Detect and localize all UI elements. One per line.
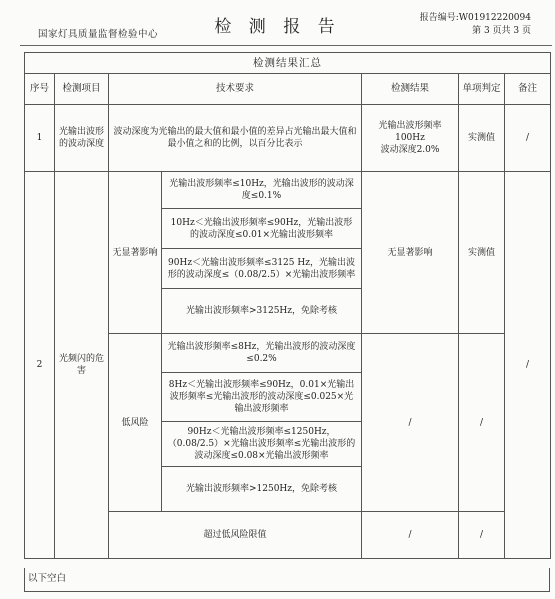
- row2-item: 光频闪的危害: [55, 172, 109, 559]
- group2-requirement-1: 光输出波形频率≤8Hz，光输出波形的波动深度≤0.2%: [167, 342, 356, 364]
- row1-remark: /: [505, 105, 551, 172]
- group1-requirements: [162, 172, 362, 334]
- page-indicator: 第 3 页共 3 页: [472, 26, 531, 36]
- summary-title: 检测结果汇总: [25, 53, 551, 74]
- row1-item: 光输出波形的波动深度: [55, 105, 109, 172]
- group2-requirement-3: 90Hz＜光输出波形频率≤1250Hz，（0.08/2.5）×光输出波形频率≤光输出波形的波动深度≤0.08×光输出波形频率: [162, 421, 361, 466]
- group2-requirements: [162, 334, 362, 512]
- row1-result-frequency: 100Hz: [395, 133, 425, 143]
- row1-judgement: 实测值: [459, 105, 505, 172]
- group3-judgement: /: [459, 512, 505, 559]
- group2-level: 低风险: [109, 334, 162, 512]
- group2-requirement-2: 8Hz＜光输出波形频率≤90Hz，0.01×光输出波形频率≤光输出波形的波动深度≤0.025×光输出波形频率: [162, 372, 361, 421]
- col-header-seq: 序号: [25, 74, 55, 105]
- row2-seq: 2: [25, 172, 55, 559]
- row2-remark: /: [505, 172, 551, 559]
- group2-requirement-4: 光输出波形频率>1250Hz，免除考核: [162, 466, 361, 511]
- issuing-organization: 国家灯具质量监督检验中心: [38, 29, 159, 40]
- blank-below-note: 以下空白: [24, 568, 550, 592]
- group1-requirement-1: 光输出波形频率≤10Hz，光输出波形的波动深度≤0.1%: [169, 179, 354, 201]
- col-header-result: 检测结果: [362, 74, 459, 105]
- column-header-row: [25, 74, 551, 105]
- group3-level: 超过低风险限值: [109, 512, 362, 559]
- group1-result: 无显著影响: [362, 172, 459, 334]
- group1-level: 无显著影响: [109, 172, 162, 334]
- summary-title-row: [25, 53, 551, 74]
- group1-requirement-2: 10Hz＜光输出波形频率≤90Hz，光输出波形的波动深度≤0.01×光输出波形频率: [162, 208, 361, 248]
- col-header-item: 检测项目: [55, 74, 109, 105]
- table-row: [25, 105, 551, 172]
- group2-result: /: [362, 334, 459, 512]
- report-meta: [420, 12, 531, 38]
- col-header-requirement: 技术要求: [109, 74, 362, 105]
- row1-result: [362, 105, 459, 172]
- group3-result: /: [362, 512, 459, 559]
- group2-judgement: /: [459, 334, 505, 512]
- col-header-remark: 备注: [505, 74, 551, 105]
- report-number: 报告编号:W01912220094: [419, 13, 531, 23]
- row1-requirement: 波动深度为光输出的最大值和最小值的差异占光输出最大值和最小值之和的比例，以百分比表示: [109, 105, 362, 172]
- group1-judgement: 实测值: [459, 172, 505, 334]
- table-row: [25, 172, 551, 334]
- row1-result-depth: 波动深度2.0%: [380, 145, 440, 155]
- results-summary-table: [24, 52, 551, 559]
- report-title: 检 测 报 告: [214, 17, 341, 37]
- col-header-judgement: 单项判定: [459, 74, 505, 105]
- group1-requirement-4: 光输出波形频率>3125Hz，免除考核: [162, 288, 361, 333]
- row1-seq: 1: [25, 105, 55, 172]
- row1-result-label: 光输出波形频率: [378, 121, 442, 131]
- group1-requirement-3: 90Hz＜光输出波形频率≤3125 Hz，光输出波形的波动深度≤（0.08/2.5）×光输出波形频率: [162, 248, 361, 288]
- header-divider: [20, 45, 552, 46]
